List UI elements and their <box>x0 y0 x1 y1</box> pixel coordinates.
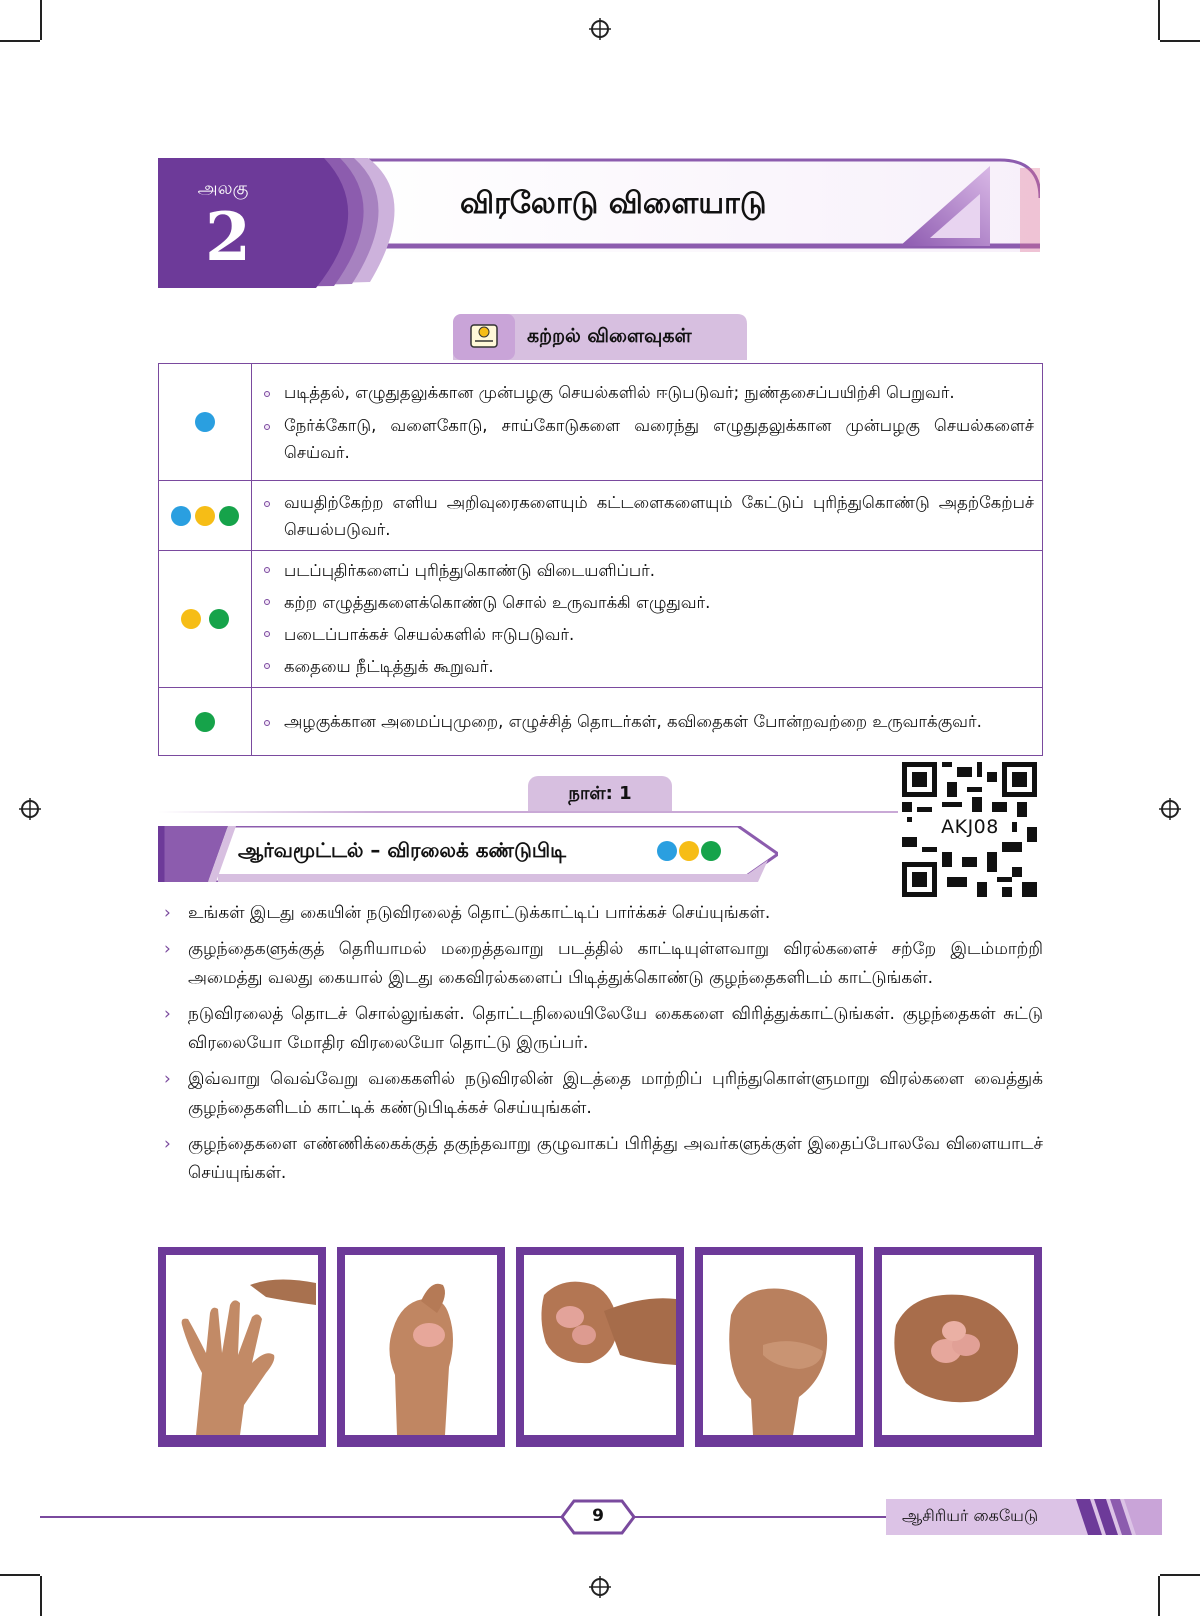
instruction-item: › உங்கள் இடது கையின் நடுவிரலைத் தொட்டுக்காட்டிப் பார்க்கச் செய்யுங்கள். <box>168 899 1043 928</box>
book-title: ஆசிரியர் கையேடு <box>902 1506 1039 1525</box>
fist-fingers-photo <box>874 1247 1042 1447</box>
unit-label: அலகு <box>197 178 249 199</box>
level-dots <box>159 551 252 688</box>
level-dot-yellow <box>181 609 201 629</box>
crop-mark <box>0 1574 40 1576</box>
open-hand-photo <box>158 1247 326 1447</box>
registration-mark-icon <box>589 1576 611 1598</box>
outcome-item: படித்தல், எழுதுதலுக்கான முன்பழகு செயல்களில் ஈடுபடுவர்; நுண்தசைப்பயிற்சி பெறுவர். <box>252 379 1034 406</box>
outcome-item: கற்ற எழுத்துகளைக்கொண்டு சொல் உருவாக்கி எழுதுவர். <box>252 587 1034 619</box>
crop-mark <box>40 0 42 40</box>
warmup-title: ஆர்வமூட்டல் – விரலைக் கண்டுபிடி <box>238 838 567 862</box>
level-dots <box>159 688 252 756</box>
level-dots <box>159 481 252 551</box>
instruction-item: › நடுவிரலைத் தொடச் சொல்லுங்கள். தொட்டநிலையிலேயே கைகளை விரித்துக்காட்டுங்கள். குழந்தைகள் சுட்டு விரலையோ மோதிர விரலையோ தொட்டு இருப்பர். <box>168 1000 1043 1058</box>
unit-number: 2 <box>205 198 251 276</box>
section-rule <box>158 811 898 813</box>
outcome-item: நேர்க்கோடு, வளைகோடு, சாய்கோடுகளை வரைந்து எழுதுதலுக்கான முன்பழகு செயல்களைச் செய்வர். <box>252 412 1034 466</box>
warmup-level-dots <box>656 840 722 861</box>
level-dot-green <box>219 506 239 526</box>
crop-mark <box>1158 0 1160 40</box>
outcome-row <box>159 551 1043 688</box>
day-label: நாள்: 1 <box>568 783 632 804</box>
crop-mark <box>1158 1576 1160 1616</box>
outcome-item: வயதிற்கேற்ற எளிய அறிவுரைகளையும் கட்டளைகளையும் கேட்டுப் புரிந்துகொண்டு அதற்கேற்பச் செயல்படுவர். <box>252 489 1034 543</box>
outcome-row <box>159 481 1043 551</box>
learning-outcomes-table <box>158 363 1043 756</box>
registration-mark-icon <box>589 18 611 40</box>
level-dot-green <box>701 841 721 861</box>
instruction-item: › குழந்தைகளை எண்ணிக்கைக்குத் தகுந்தவாறு குழுவாகப் பிரித்து அவர்களுக்குள் இதைப்போலவே விளையாடச் செய்யுங்கள். <box>168 1130 1043 1188</box>
registration-mark-icon <box>19 798 41 820</box>
level-dot-yellow <box>679 841 699 861</box>
outcome-row <box>159 688 1043 756</box>
page-number: 9 <box>592 1506 604 1526</box>
level-dot-blue <box>195 412 215 432</box>
level-dot-blue <box>657 841 677 861</box>
day-tab <box>528 776 672 812</box>
crop-mark <box>1160 40 1200 42</box>
level-dot-green <box>209 609 229 629</box>
hidden-fingers-fist-photo <box>516 1247 684 1447</box>
page-title: விரலோடு விளையாடு <box>460 186 767 221</box>
crop-mark <box>1160 1574 1200 1576</box>
outcome-row <box>159 364 1043 481</box>
qr-code-label: AKJ08 <box>934 816 1006 838</box>
level-dot-green <box>195 712 215 732</box>
instruction-item: › குழந்தைகளுக்குத் தெரியாமல் மறைத்தவாறு படத்தில் காட்டியுள்ளவாறு விரல்களைச் சற்றே இடம்மாற்றி அமைத்து வலது கையால் இடது கைவிரல்களைப் பிடித்துக்கொண்டு குழந்தைகளிடம் காட்டுங்கள். <box>168 935 1043 993</box>
crop-mark <box>40 1576 42 1616</box>
level-dot-blue <box>171 506 191 526</box>
level-dot-yellow <box>195 506 215 526</box>
learning-outcomes-heading: கற்றல் விளைவுகள் <box>527 325 692 347</box>
outcome-item: படைப்பாக்கச் செயல்களில் ஈடுபடுவர். <box>252 619 1034 651</box>
crop-mark <box>0 40 40 42</box>
outcome-item: படப்புதிர்களைப் புரிந்துகொண்டு விடையளிப்பர். <box>252 555 1034 587</box>
outcome-item: கதையை நீட்டித்துக் கூறுவர். <box>252 651 1034 683</box>
registration-mark-icon <box>1159 798 1181 820</box>
outcome-item: அழகுக்கான அமைப்புமுறை, எழுச்சித் தொடர்கள், கவிதைகள் போன்றவற்றை உருவாக்குவர். <box>252 708 1034 735</box>
level-dots <box>159 364 252 481</box>
instruction-list <box>168 899 1043 1195</box>
instruction-item: › இவ்வாறு வெவ்வேறு வகைகளில் நடுவிரலின் இடத்தை மாற்றிப் புரிந்துகொள்ளுமாறு விரல்களை வைத்துக் குழந்தைகளிடம் காட்டிக் கண்டுபிடிக்கச் செய்யுங்கள். <box>168 1065 1043 1123</box>
fingers-pinched-photo <box>337 1247 505 1447</box>
fist-side-photo <box>695 1247 863 1447</box>
